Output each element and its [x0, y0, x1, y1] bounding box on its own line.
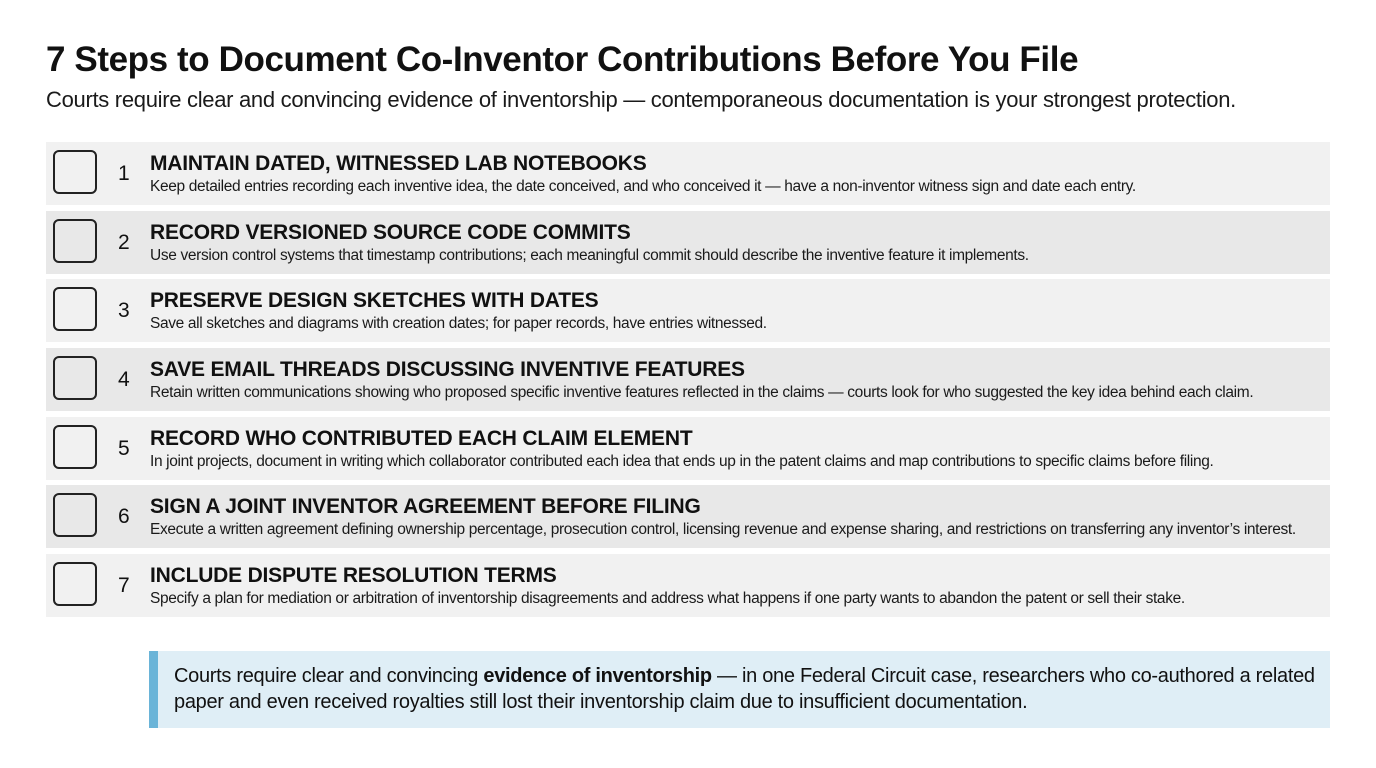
callout-text-rest: — in one Federal Circuit case, researchers who co-authored a related paper and even received royalties still lost their inventorship claim due to insufficient documentation.	[174, 665, 1315, 713]
checkbox[interactable]	[53, 425, 97, 469]
page-title: 7 Steps to Document Co-Inventor Contributions Before You File	[46, 40, 1079, 79]
checkbox[interactable]	[53, 562, 97, 606]
page-subtitle: Courts require clear and convincing evidence of inventorship — contemporaneous documentation is your strongest protection.	[46, 87, 1236, 112]
callout-emphasis: evidence of inventorship	[483, 665, 712, 687]
step-description: Use version control systems that timestamp contributions; each meaningful commit should describe the inventive feature it implements.	[150, 246, 1029, 264]
step-description: Retain written communications showing who proposed specific inventive features reflected in the claims — courts look for who suggested the key idea behind each claim.	[150, 384, 1254, 402]
step-description: In joint projects, document in writing which collaborator contributed each idea that ends up in the patent claims and map contributions to specific claims before filing.	[150, 452, 1214, 470]
step-heading: SIGN A JOINT INVENTOR AGREEMENT BEFORE FILING	[150, 495, 701, 519]
step-description: Keep detailed entries recording each inventive idea, the date conceived, and who conceived it — have a non-inventor witness sign and date each entry.	[150, 178, 1136, 195]
step-description: Execute a written agreement defining ownership percentage, prosecution control, licensing revenue and expense sharing, and restrictions on transferring any inventor’s interest.	[150, 521, 1296, 539]
step-number: 1	[118, 162, 130, 185]
step-heading: RECORD WHO CONTRIBUTED EACH CLAIM ELEMENT	[150, 426, 693, 450]
callout-text: Courts require clear and convincing	[174, 665, 484, 687]
step-description: Save all sketches and diagrams with creation dates; for paper records, have entries witnessed.	[150, 315, 767, 333]
checklist-item	[46, 554, 1330, 617]
step-heading: INCLUDE DISPUTE RESOLUTION TERMS	[150, 564, 557, 588]
checklist-item	[46, 417, 1330, 480]
checkbox[interactable]	[53, 287, 97, 331]
checkbox[interactable]	[53, 150, 97, 194]
step-number: 2	[118, 230, 130, 254]
step-number: 7	[118, 574, 130, 598]
step-number: 5	[118, 436, 130, 460]
step-description: Specify a plan for mediation or arbitration of inventorship disagreements and address what happens if one party wants to abandon the patent or sell their stake.	[150, 590, 1185, 608]
step-heading: SAVE EMAIL THREADS DISCUSSING INVENTIVE FEATURES	[150, 358, 745, 382]
step-number: 6	[118, 505, 130, 529]
checkbox[interactable]	[53, 493, 97, 537]
step-number: 3	[118, 299, 130, 323]
checklist-item	[46, 142, 1330, 205]
step-heading: RECORD VERSIONED SOURCE CODE COMMITS	[150, 220, 631, 244]
step-number: 4	[118, 368, 130, 392]
checkbox[interactable]	[53, 219, 97, 263]
checklist-item	[46, 279, 1330, 342]
checklist-item	[46, 211, 1330, 274]
step-heading: PRESERVE DESIGN SKETCHES WITH DATES	[150, 289, 599, 313]
checklist-item	[46, 485, 1330, 548]
step-heading: MAINTAIN DATED, WITNESSED LAB NOTEBOOKS	[150, 152, 647, 175]
checklist-item	[46, 348, 1330, 411]
checkbox[interactable]	[53, 356, 97, 400]
callout-note	[149, 651, 1330, 728]
checklist	[46, 142, 1330, 623]
